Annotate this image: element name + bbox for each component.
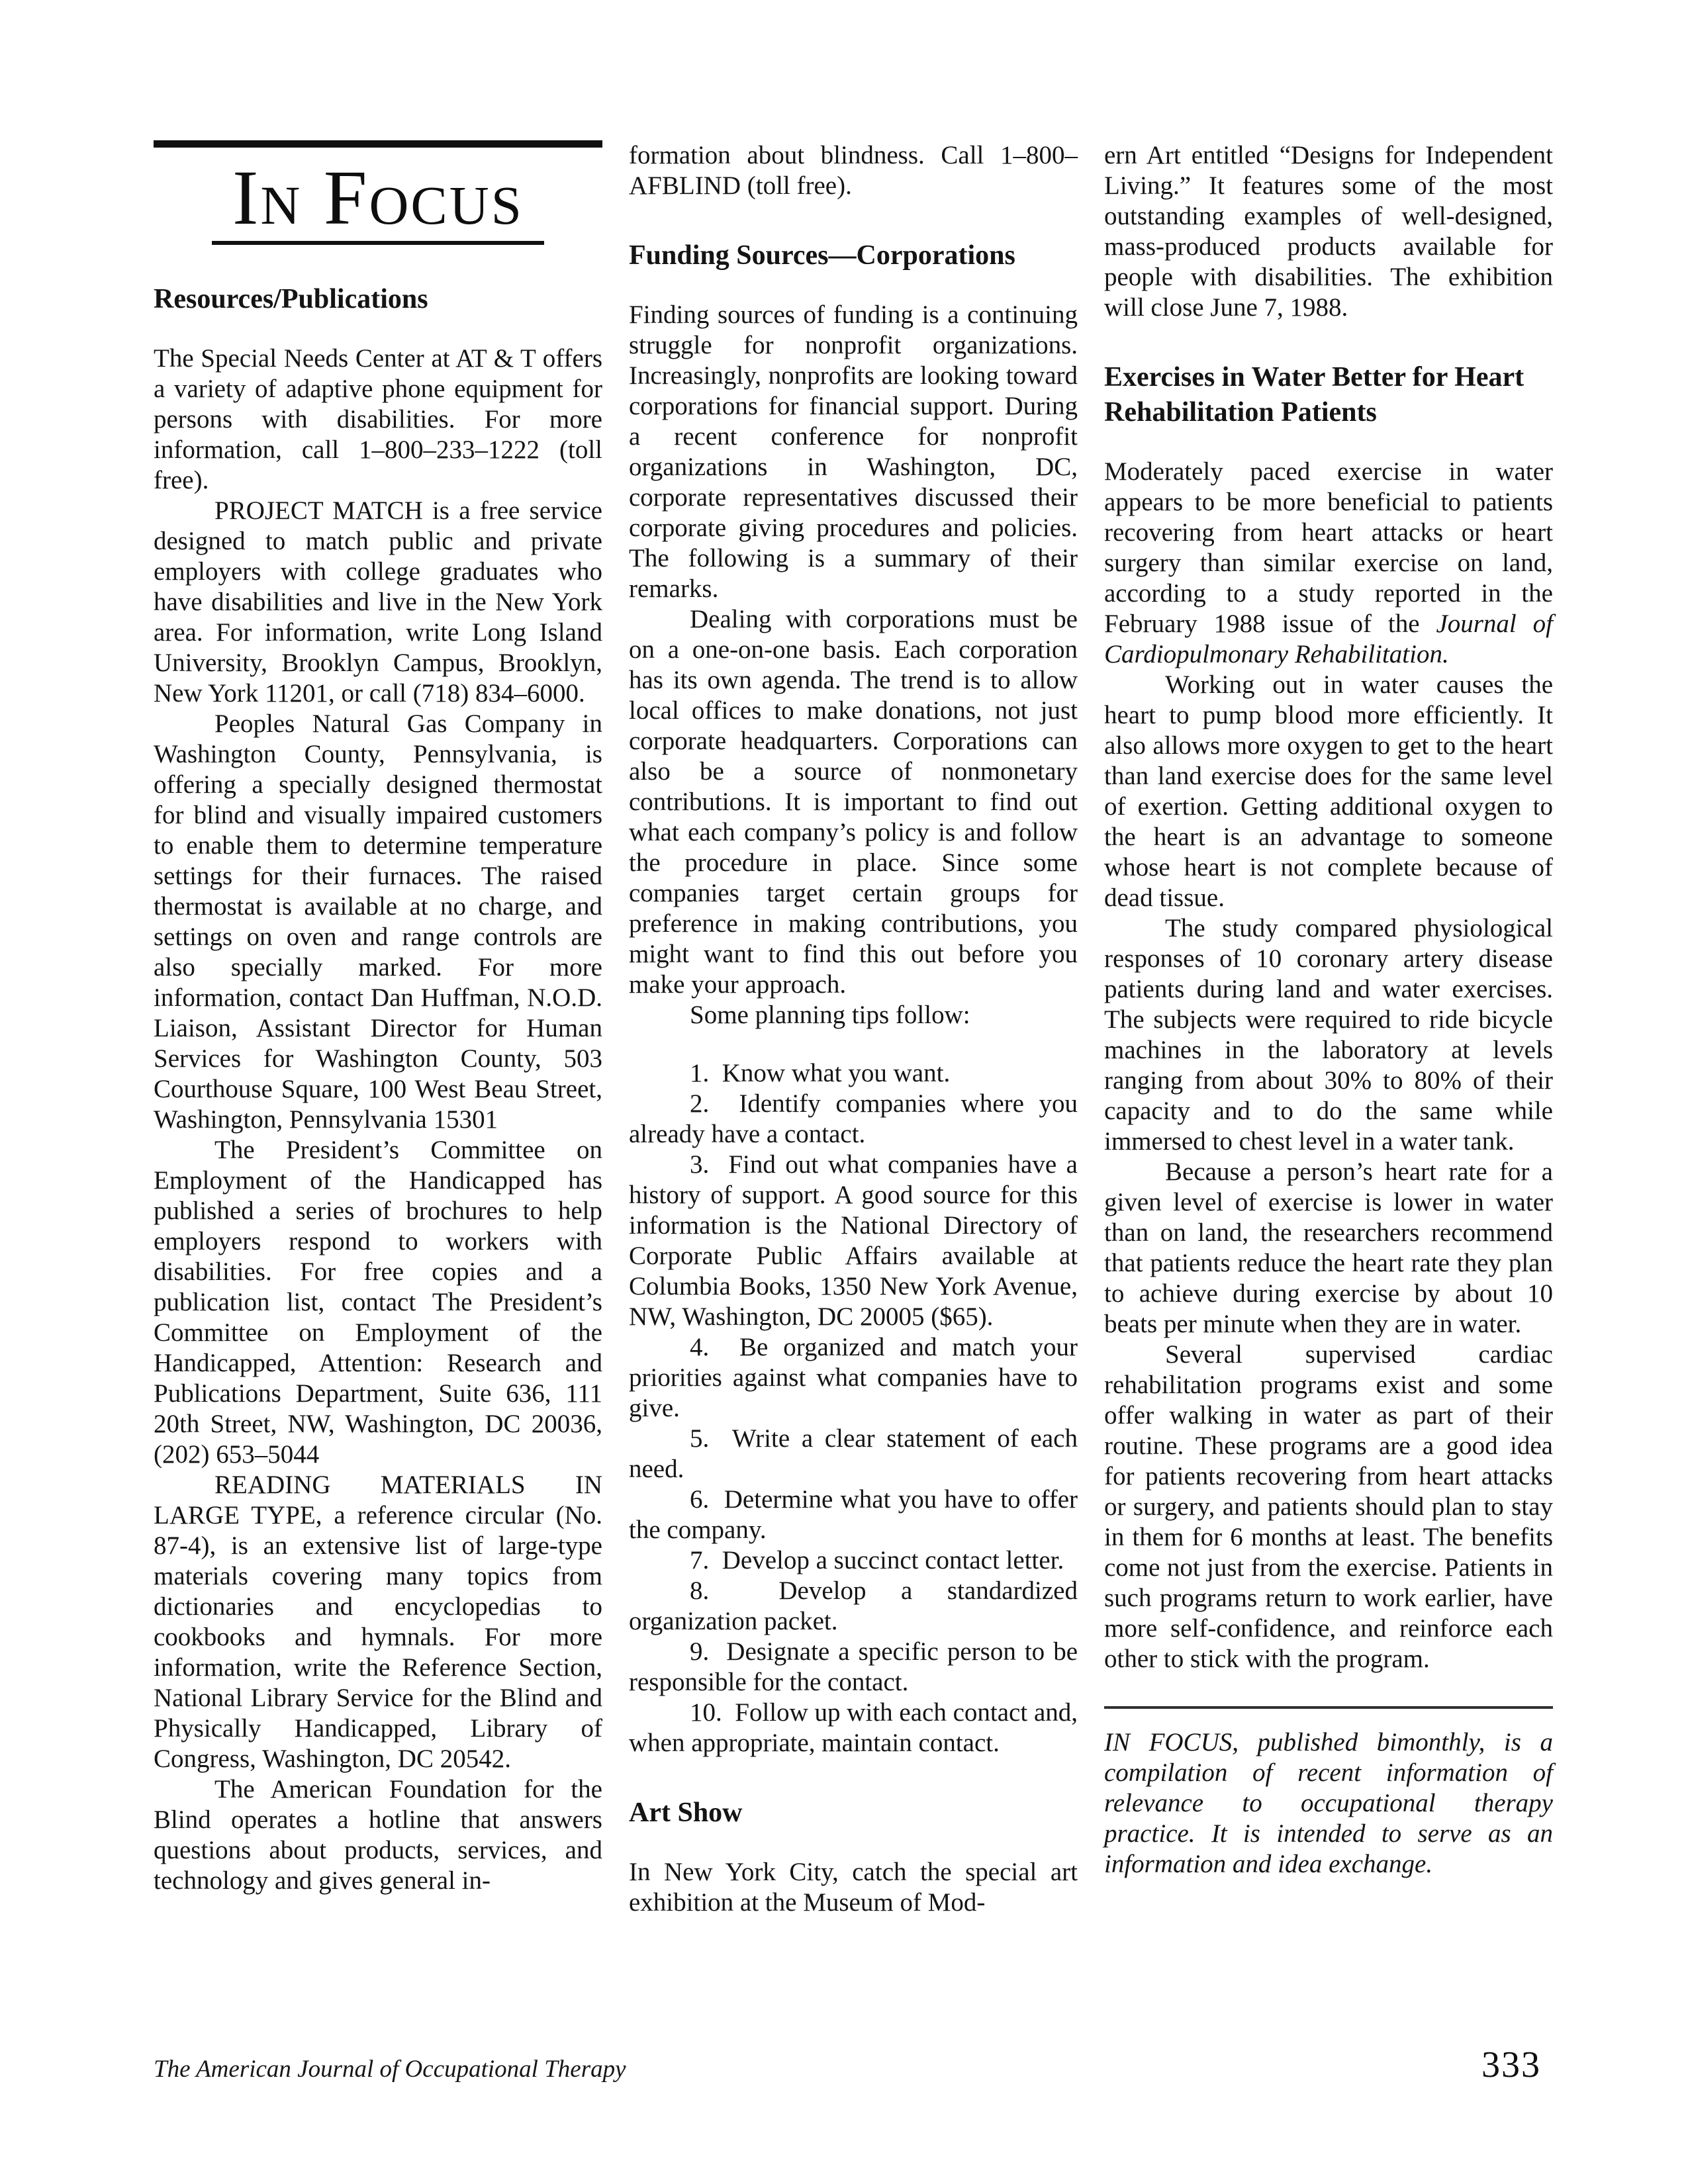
paragraph: Peoples Natural Gas Company in Washington County, Pennsylvania, is offering a specially designed thermostat for blind and visually impaired customers to enable them to determine temperature settings for their furnaces. The raised thermostat is available at no charge, and settings on oven and range controls are also specially marked. For more information, contact Dan Huffman, N.O.D. Liaison, Assistant Director for Human Services for Washington County, 503 Courthouse Square, 100 West Beau Street, Washington, Pennsylvania 15301: [154, 709, 602, 1134]
list-item-1: 1. Know what you want.: [690, 1059, 951, 1087]
paragraph-continuation: formation about blindness. Call 1–800–AFBLIND (toll free).: [629, 141, 1078, 200]
paragraph: Some planning tips follow:: [690, 1001, 970, 1029]
paragraph: The Special Needs Center at AT & T offers a variety of adaptive phone equipment for persons with disabilities. For more information, call 1–800–233–1222 (toll free).: [154, 344, 602, 495]
list-item-2: 2. Identify companies where you already have a contact.: [629, 1089, 1078, 1148]
list-item-4: 4. Be organized and match your priorities against what companies have to give.: [629, 1333, 1078, 1422]
paragraph: Finding sources of funding is a continuing struggle for nonprofit organizations. Increasingly, nonprofits are looking toward corporations for financial support. During a recent conference for nonprofit organizations in Washington, DC, corporate representatives discussed their corporate giving procedures and policies. The following is a summary of their remarks.: [629, 300, 1078, 603]
list-item-9: 9. Designate a specific person to be responsible for the contact.: [629, 1637, 1078, 1696]
list-item-7: 7. Develop a succinct contact letter.: [690, 1546, 1064, 1574]
list-item-3: 3. Find out what companies have a history of support. A good source for this information is the National Directory of Corporate Public Affairs available at Columbia Books, 1350 New York Avenue, NW, Washington, DC 20005 ($65).: [629, 1150, 1078, 1331]
list-item-5: 5. Write a clear statement of each need.: [629, 1424, 1078, 1483]
masthead-title: In Focus: [232, 154, 524, 241]
paragraph: Several supervised cardiac rehabilitation programs exist and some offer walking in water as part of their routine. These programs are a good idea for patients recovering from heart attacks or surgery, and patients should plan to stay in them for 6 months at least. The benefits come not just from the exercise. Patients in such programs return to work earlier, have more self-confidence, and reinforce each other to stick with the program.: [1104, 1340, 1553, 1673]
paragraph: Dealing with corporations must be on a one-on-one basis. Each corporation has its own agenda. The trend is to allow local offices to make donations, not just corporate headquarters. Corporations can also be a source of nonmonetary contributions. It is important to find out what each company’s policy is and follow the procedure in place. Since some companies target certain groups for preference in making contributions, you might want to find this out before you make your approach.: [629, 605, 1078, 999]
page-footer: [154, 2044, 1541, 2086]
paragraph: The American Foundation for the Blind operates a hotline that answers questions about products, services, and technology and gives general in-: [154, 1775, 602, 1895]
paragraph: Working out in water causes the heart to pump blood more efficiently. It also allows more oxygen to get to the heart than land exercise does for the same level of exertion. Getting additional oxygen to the heart is an advantage to someone whose heart is not complete because of dead tissue.: [1104, 670, 1553, 912]
paragraph: Because a person’s heart rate for a given level of exercise is lower in water than on land, the researchers recommend that patients reduce the heart rate they plan to achieve during exercise by about 10 beats per minute when they are in water.: [1104, 1158, 1553, 1338]
list-item-10: 10. Follow up with each contact and, when appropriate, maintain contact.: [629, 1698, 1078, 1757]
masthead-rule-top: [154, 140, 602, 148]
paragraph: The President’s Committee on Employment of the Handicapped has published a series of brochures to help employers respond to workers with disabilities. For free copies and a publication list, contact The President’s Committee on Employment of the Handicapped, Attention: Research and Publications Department, Suite 636, 111 20th Street, NW, Washington, DC 20036, (202) 653–5044: [154, 1136, 602, 1469]
paragraph: [1104, 457, 1553, 670]
column-middle: [629, 140, 1078, 1918]
footer-journal-title: The American Journal of Occupational Therapy: [154, 2056, 626, 2083]
heading-exercises-in-water: Exercises in Water Better for Heart Rehabilitation Patients: [1104, 362, 1524, 428]
masthead: [154, 140, 602, 245]
paragraph: In New York City, catch the special art exhibition at the Museum of Mod-: [629, 1858, 1078, 1917]
column-left: [154, 140, 602, 1918]
masthead-rule-bottom: [212, 241, 544, 245]
heading-resources-publications: Resources/Publications: [154, 284, 428, 315]
list-item-6: 6. Determine what you have to offer the company.: [629, 1485, 1078, 1544]
list-gap: [629, 1030, 1078, 1058]
paragraph: The study compared physiological responses of 10 coronary artery disease patients during land and water exercises. The subjects were required to ride bicycle machines in the laboratory at levels ranging from about 30% to 80% of their capacity and to do the same while immersed to chest level in a water tank.: [1104, 914, 1553, 1156]
italic-journal-title: Journal of Cardiopulmonary Rehabilitation.: [1104, 610, 1553, 668]
column-right: [1104, 140, 1553, 1918]
heading-funding-sources: Funding Sources—Corporations: [629, 240, 1015, 271]
text-run: Moderately paced exercise in water appears to be more beneficial to patients recovering from heart attacks or heart surgery than similar exercise on land, according to a study reported in the February 1988 issue of the: [1104, 457, 1553, 638]
paragraph: READING MATERIALS IN LARGE TYPE, a reference circular (No. 87-4), is an extensive list of large-type materials covering many topics from dictionaries and encyclopedias to cookbooks and hymnals. For more information, write the Reference Section, National Library Service for the Blind and Physically Handicapped, Library of Congress, Washington, DC 20542.: [154, 1471, 602, 1774]
editorial-note: IN FOCUS, published bimonthly, is a compilation of recent information of relevance to occupational therapy practice. It is intended to serve as an information and idea exchange.: [1104, 1706, 1553, 1880]
heading-art-show: Art Show: [629, 1797, 743, 1828]
list-item-8: 8. Develop a standardized organization packet.: [629, 1576, 1078, 1635]
footer-page-number: 333: [1481, 2044, 1541, 2085]
paragraph: PROJECT MATCH is a free service designed to match public and private employers with college graduates who have disabilities and live in the New York area. For information, write Long Island University, Brooklyn Campus, Brooklyn, New York 11201, or call (718) 834–6000.: [154, 496, 602, 708]
page-content: [154, 140, 1554, 1918]
paragraph-continuation: ern Art entitled “Designs for Independent Living.” It features some of the most outstanding examples of well-designed, mass-produced products available for people with disabilities. The exhibition will close June 7, 1988.: [1104, 141, 1553, 322]
